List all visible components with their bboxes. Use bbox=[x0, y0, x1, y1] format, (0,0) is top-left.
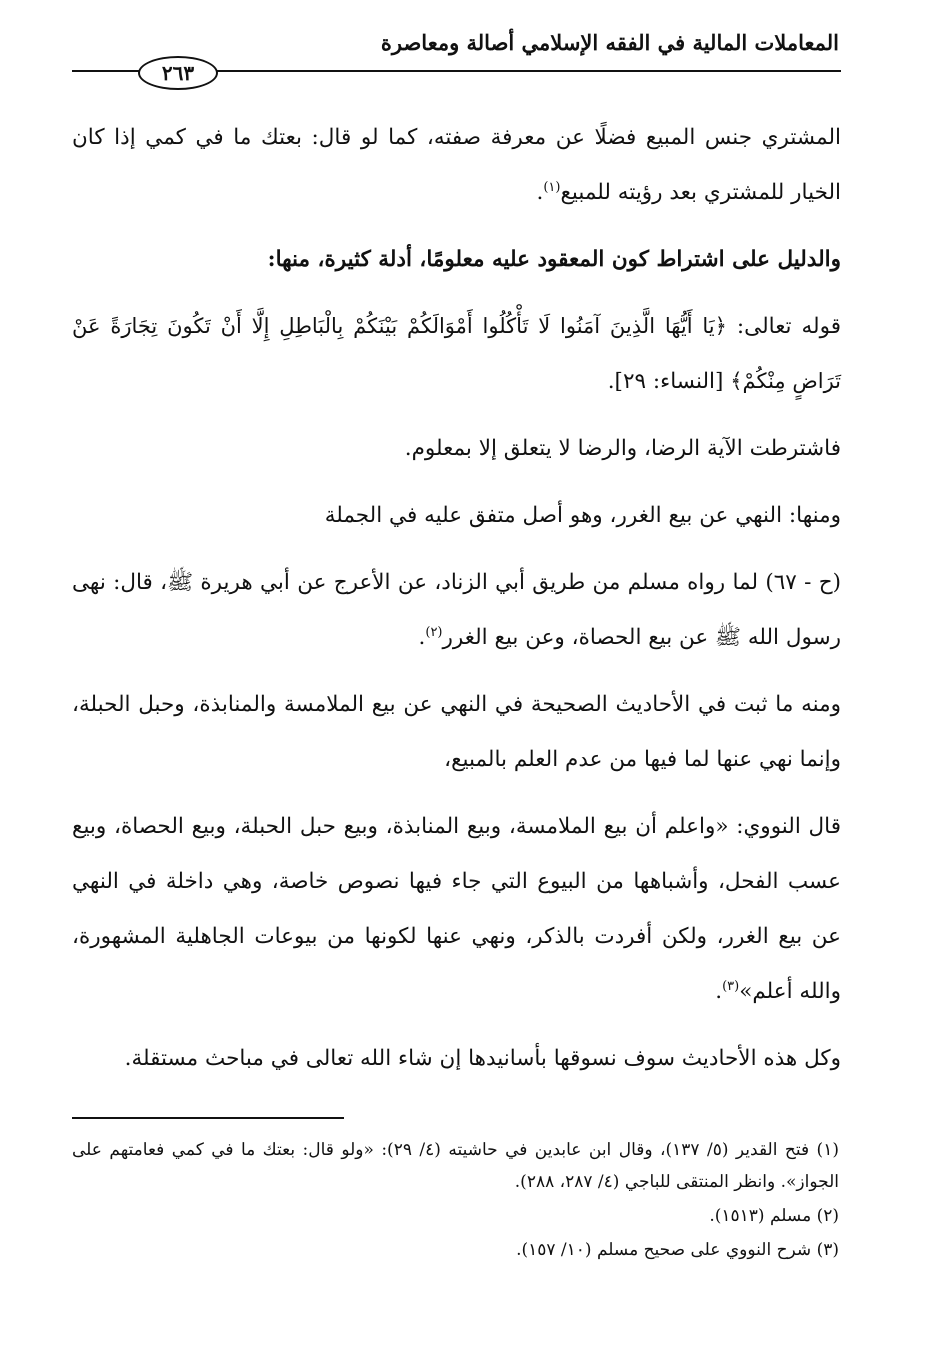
footnotes bbox=[72, 1134, 839, 1268]
paragraph-8 bbox=[72, 799, 841, 1019]
page-number: ٢٦٣ bbox=[138, 56, 218, 90]
footnote-ref-3[interactable]: (٣) bbox=[722, 978, 740, 994]
paragraph-3 bbox=[72, 299, 841, 409]
paragraph-1 bbox=[72, 110, 841, 220]
paragraph-2: والدليل على اشتراط كون المعقود عليه معلومًا، أدلة كثيرة، منها: bbox=[267, 247, 841, 272]
paragraph-1-end: . bbox=[536, 180, 544, 205]
quran-verse: ﴿يَا أَيُّهَا الَّذِينَ آمَنُوا لَا تَأْكُلُوا أَمْوَالَكُمْ بَيْنَكُمْ بِالْبَاطِلِ إِلَّا أَنْ تَكُونَ تِجَارَةً عَنْ تَرَاضٍ مِنْكُمْ﴾ bbox=[72, 314, 841, 393]
paragraph-9: وكل هذه الأحاديث سوف نسوقها بأسانيدها إن شاء الله تعالى في مباحث مستقلة. bbox=[124, 1046, 841, 1071]
nawawi-quote: قال النووي: «واعلم أن بيع الملامسة، وبيع المنابذة، وبيع حبل الحبلة، وبيع الحصاة، وبيع عسب الفحل، وأشباهها من البيوع التي جاء فيها نصوص خاصة، وهي داخلة في النهي عن بيع الغرر، ولكن أفردت بالذكر، ونهي عنها لكونها من بيوعات الجاهلية المشهورة، والله أعلم» bbox=[72, 814, 841, 1004]
running-header-title: المعاملات المالية في الفقه الإسلامي أصالة ومعاصرة bbox=[380, 30, 839, 55]
footnote-1: (١) فتح القدير (٥/ ١٣٧)، وقال ابن عابدين في حاشيته (٤/ ٢٩): «ولو قال: بعتك ما في كمي فعامتهم على الجواز». وانظر المنتقى للباجي (٤/ ٢٨٧، ٢٨٨). bbox=[72, 1140, 839, 1192]
hadith-text: (ح - ٦٧) لما رواه مسلم من طريق أبي الزناد، عن الأعرج عن أبي هريرة ﷺ، قال: نهى رسول الله ﷺ عن بيع الحصاة، وعن بيع الغرر bbox=[72, 570, 841, 650]
footnote-ref-2[interactable]: (٢) bbox=[425, 624, 443, 640]
footnote-separator bbox=[72, 1117, 344, 1119]
paragraph-7: ومنه ما ثبت في الأحاديث الصحيحة في النهي عن بيع الملامسة والمنابذة، وحبل الحبلة، وإنما نهي عنها لما فيها من عدم العلم بالمبيع، bbox=[72, 692, 841, 772]
footnote-2: (٢) مسلم (١٥١٣). bbox=[709, 1206, 839, 1226]
paragraph-4: فاشترطت الآية الرضا، والرضا لا يتعلق إلا بمعلوم. bbox=[404, 436, 841, 461]
verse-intro: قوله تعالى: bbox=[726, 314, 841, 339]
verse-citation: [النساء: ٢٩]. bbox=[607, 369, 731, 394]
paragraph-6-end: . bbox=[418, 625, 426, 650]
paragraph-8-end: . bbox=[715, 979, 723, 1004]
paragraph-5: ومنها: النهي عن بيع الغرر، وهو أصل متفق عليه في الجملة bbox=[324, 503, 841, 528]
footnote-ref-1[interactable]: (١) bbox=[543, 179, 561, 195]
paragraph-6 bbox=[72, 555, 841, 665]
paragraph-1-text: المشتري جنس المبيع فضلًا عن معرفة صفته، كما لو قال: بعتك ما في كمي إذا كان الخيار للمشتري بعد رؤيته للمبيع bbox=[72, 125, 841, 205]
body-text bbox=[72, 110, 841, 1098]
footnote-3: (٣) شرح النووي على صحيح مسلم (١٠/ ١٥٧). bbox=[516, 1240, 839, 1260]
